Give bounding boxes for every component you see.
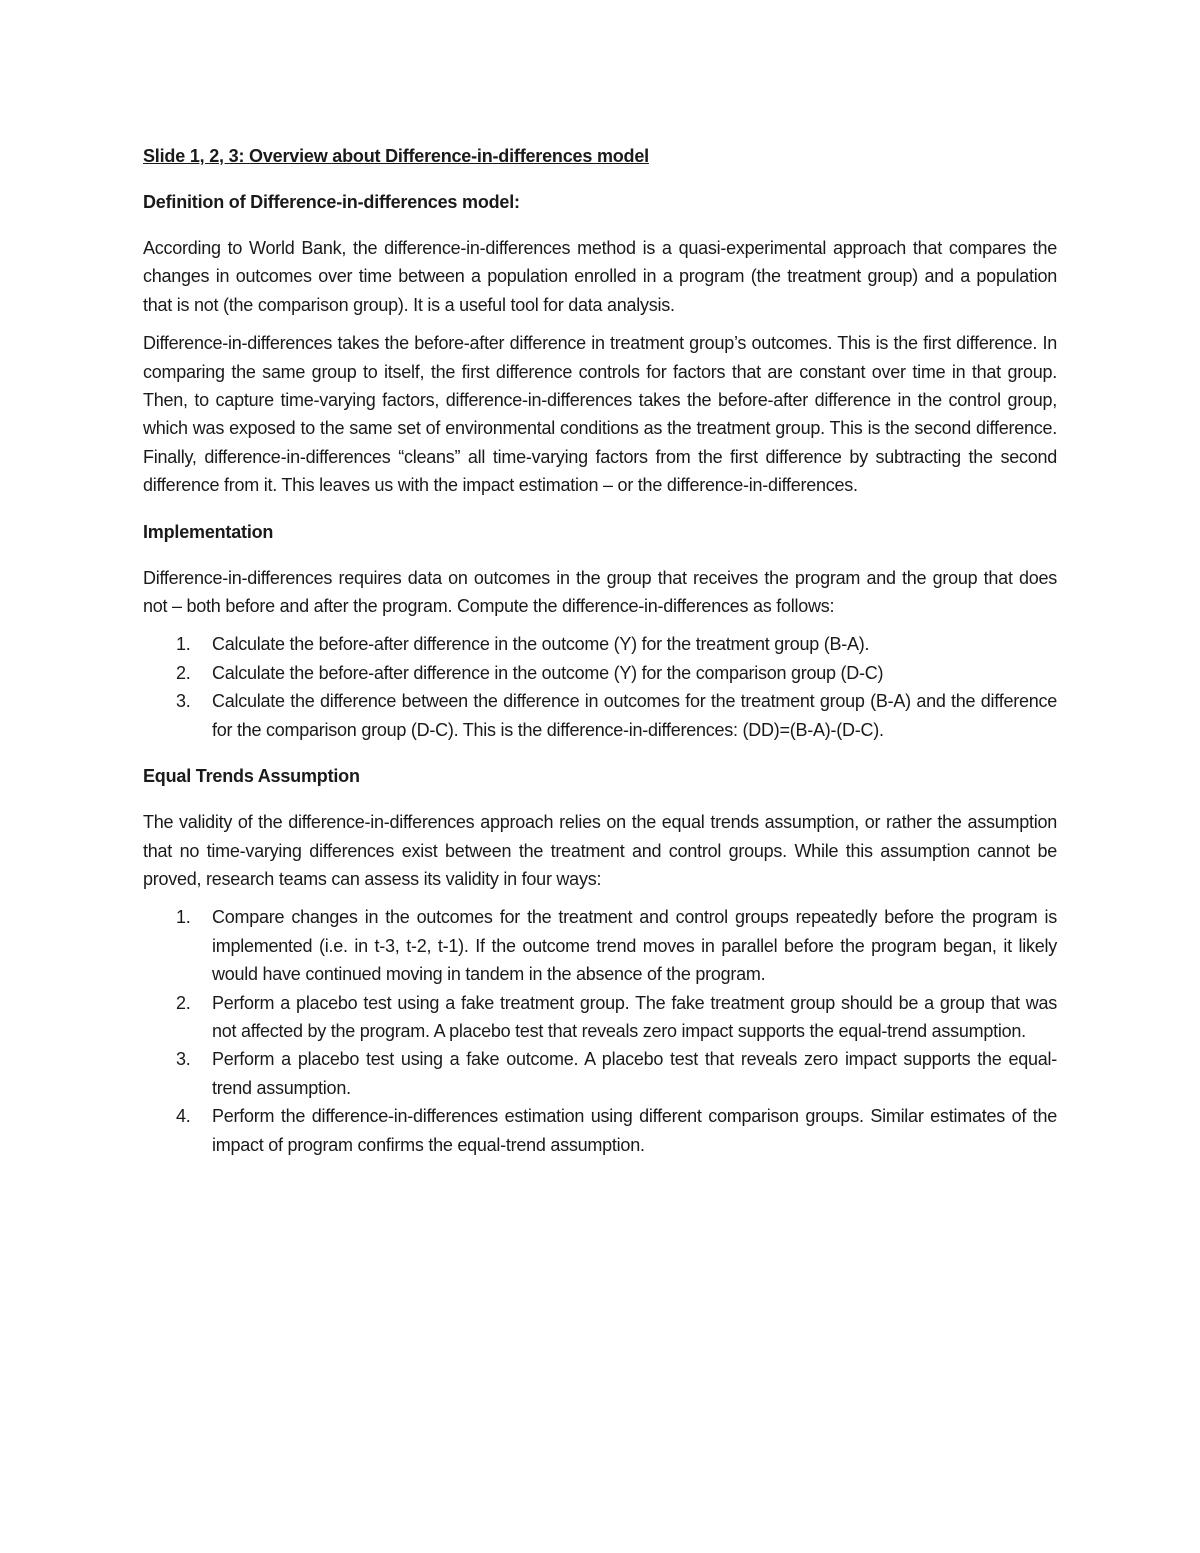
- document-page: [143, 142, 1057, 1177]
- list-item-text: Calculate the difference between the difference in outcomes for the treatment group (B-A) and the difference for the comparison group (D-C). This is the difference-in-differences: (DD)=(B-A)-(D-C).: [212, 691, 1057, 740]
- equal-trends-paragraph: The validity of the difference-in-differences approach relies on the equal trends assumption, or rather the assumption that no time-varying differences exist between the treatment and control groups. While this assumption cannot be proved, research teams can assess its validity in four ways:: [143, 812, 1057, 889]
- definition-paragraph-1: According to World Bank, the difference-in-differences method is a quasi-experimental approach that compares the changes in outcomes over time between a population enrolled in a program (the treatment group) and a population that is not (the comparison group). It is a useful tool for data analysis.: [143, 238, 1057, 315]
- list-item: [143, 1045, 1057, 1102]
- equal-trends-heading: Equal Trends Assumption: [143, 766, 360, 787]
- equal-trends-steps-list: [143, 903, 1057, 1159]
- list-item: [143, 903, 1057, 988]
- list-item-text: Perform a placebo test using a fake outcome. A placebo test that reveals zero impact supports the equal-trend assumption.: [212, 1049, 1057, 1098]
- list-item-number: 2.: [176, 992, 191, 1013]
- list-item-text: Perform the difference-in-differences estimation using different comparison groups. Similar estimates of the impact of program confirms the equal-trend assumption.: [212, 1106, 1057, 1155]
- implementation-paragraph: Difference-in-differences requires data on outcomes in the group that receives the program and the group that does not – both before and after the program. Compute the difference-in-differences as follows:: [143, 567, 1057, 617]
- definition-paragraph-2: Difference-in-differences takes the before-after difference in treatment group’s outcomes. This is the first difference. In comparing the same group to itself, the first difference controls for factors that are constant over time in that group. Then, to capture time-varying factors, difference-in-differences takes the before-after difference in the control group, which was exposed to the same set of environmental conditions as the treatment group. This is the second difference. Finally, difference-in-differences “cleans” all time-varying factors from the first difference by subtracting the second difference from it. This leaves us with the impact estimation – or the difference-in-differences.: [143, 333, 1057, 496]
- document-title: Slide 1, 2, 3: Overview about Difference-in-differences model: [143, 146, 649, 166]
- list-item: [143, 630, 1057, 658]
- list-item-number: 3.: [176, 691, 191, 712]
- list-item-number: 3.: [176, 1049, 191, 1070]
- list-item-number: 1.: [176, 634, 191, 655]
- implementation-heading: Implementation: [143, 521, 274, 542]
- list-item-text: Compare changes in the outcomes for the treatment and control groups repeatedly before the program is implemented (i.e. in t-3, t-2, t-1). If the outcome trend moves in parallel before the program began, it likely would have continued moving in tandem in the absence of the program.: [212, 907, 1057, 985]
- list-item-text: Calculate the before-after difference in the outcome (Y) for the comparison group (D-C): [212, 662, 884, 683]
- list-item-text: Calculate the before-after difference in the outcome (Y) for the treatment group (B-A).: [212, 634, 870, 655]
- definition-heading: Definition of Difference-in-differences model:: [143, 192, 520, 212]
- list-item: [143, 659, 1057, 687]
- list-item: [143, 687, 1057, 744]
- list-item-number: 2.: [176, 662, 191, 683]
- implementation-steps-list: [143, 630, 1057, 744]
- list-item: [143, 989, 1057, 1046]
- list-item-number: 4.: [176, 1106, 191, 1127]
- list-item: [143, 1102, 1057, 1159]
- list-item-number: 1.: [176, 907, 191, 928]
- list-item-text: Perform a placebo test using a fake treatment group. The fake treatment group should be a group that was not affected by the program. A placebo test that reveals zero impact supports the equal-trend assumption.: [212, 992, 1057, 1041]
